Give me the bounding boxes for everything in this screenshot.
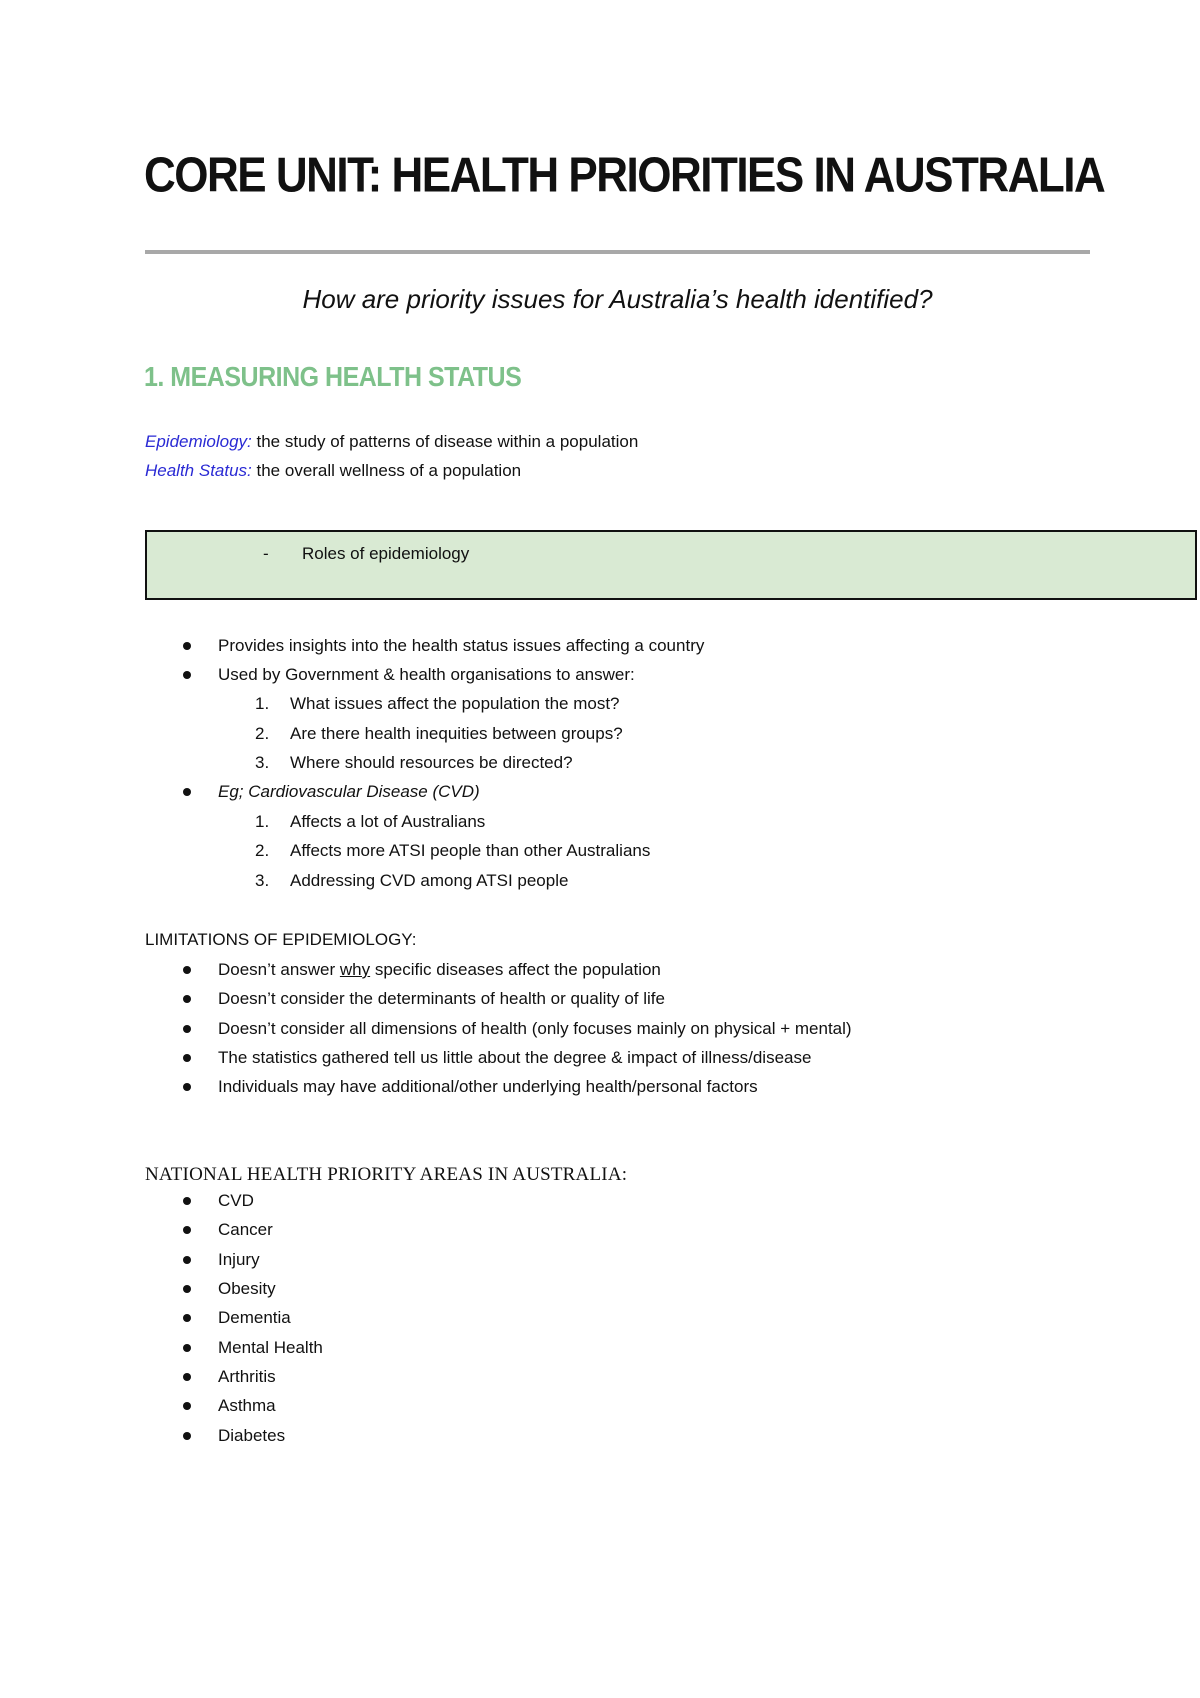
list-number: 3.	[255, 753, 270, 772]
list-item: Arthritis	[218, 1367, 276, 1386]
list-item: Provides insights into the health status issues affecting a country	[218, 636, 705, 655]
limitations-heading: LIMITATIONS OF EPIDEMIOLOGY:	[145, 930, 417, 949]
callout-label: Roles of epidemiology	[302, 544, 470, 563]
sub-list-item: Are there health inequities between groups?	[290, 724, 623, 743]
list-item: Eg; Cardiovascular Disease (CVD)	[218, 782, 480, 801]
list-item: Obesity	[218, 1279, 276, 1298]
callout-dash: -	[263, 544, 269, 563]
list-item: CVD	[218, 1191, 254, 1210]
section-heading: 1. MEASURING HEALTH STATUS	[144, 362, 522, 393]
list-item: Used by Government & health organisations to answer:	[218, 665, 635, 684]
bullet-icon	[183, 1402, 191, 1410]
priority-areas-heading: NATIONAL HEALTH PRIORITY AREAS IN AUSTRALIA:	[145, 1164, 628, 1185]
bullet-icon	[183, 1025, 191, 1033]
bullet-icon	[183, 1197, 191, 1205]
list-item-text: specific diseases affect the population	[370, 960, 661, 979]
bullet-icon	[183, 788, 191, 796]
list-item: Asthma	[218, 1396, 276, 1415]
bullet-icon	[183, 1285, 191, 1293]
list-item: Mental Health	[218, 1338, 323, 1357]
sub-list-item: Where should resources be directed?	[290, 753, 573, 772]
list-item: Dementia	[218, 1308, 291, 1327]
bullet-icon	[183, 1373, 191, 1381]
definition-term: Epidemiology:	[145, 432, 252, 451]
bullet-icon	[183, 995, 191, 1003]
roles-callout-box	[145, 530, 1197, 600]
definition-term: Health Status:	[145, 461, 252, 480]
list-item	[218, 960, 661, 980]
title-divider	[145, 250, 1090, 254]
bullet-icon	[183, 671, 191, 679]
bullet-icon	[183, 1344, 191, 1352]
list-item: Doesn’t consider all dimensions of health (only focuses mainly on physical + mental)	[218, 1019, 852, 1038]
list-item: The statistics gathered tell us little about the degree & impact of illness/disease	[218, 1048, 812, 1067]
page-title: CORE UNIT: HEALTH PRIORITIES IN AUSTRALIA	[144, 148, 1105, 203]
bullet-icon	[183, 642, 191, 650]
sub-list-item: Affects more ATSI people than other Australians	[290, 841, 651, 860]
bullet-icon	[183, 1083, 191, 1091]
bullet-icon	[183, 1432, 191, 1440]
sub-list-item: Affects a lot of Australians	[290, 812, 486, 831]
list-item: Injury	[218, 1250, 260, 1269]
list-item: Individuals may have additional/other underlying health/personal factors	[218, 1077, 758, 1096]
sub-list-item: What issues affect the population the most?	[290, 694, 620, 713]
definition-epidemiology	[145, 432, 638, 452]
list-number: 3.	[255, 871, 270, 890]
list-item: Doesn’t consider the determinants of health or quality of life	[218, 989, 665, 1008]
bullet-icon	[183, 1226, 191, 1234]
bullet-icon	[183, 1256, 191, 1264]
definition-health-status	[145, 461, 521, 481]
definition-text: the study of patterns of disease within a population	[251, 432, 639, 451]
definition-text: the overall wellness of a population	[251, 461, 522, 480]
list-number: 2.	[255, 841, 270, 860]
list-item: Cancer	[218, 1220, 273, 1239]
bullet-icon	[183, 1314, 191, 1322]
list-item: Diabetes	[218, 1426, 286, 1445]
page-subtitle: How are priority issues for Australia’s health identified?	[302, 284, 933, 314]
list-number: 1.	[255, 812, 270, 831]
list-item-text: Doesn’t answer	[218, 960, 340, 979]
bullet-icon	[183, 1054, 191, 1062]
sub-list-item: Addressing CVD among ATSI people	[290, 871, 569, 890]
list-number: 1.	[255, 694, 270, 713]
bullet-icon	[183, 966, 191, 974]
underlined-word: why	[339, 960, 371, 979]
list-number: 2.	[255, 724, 270, 743]
